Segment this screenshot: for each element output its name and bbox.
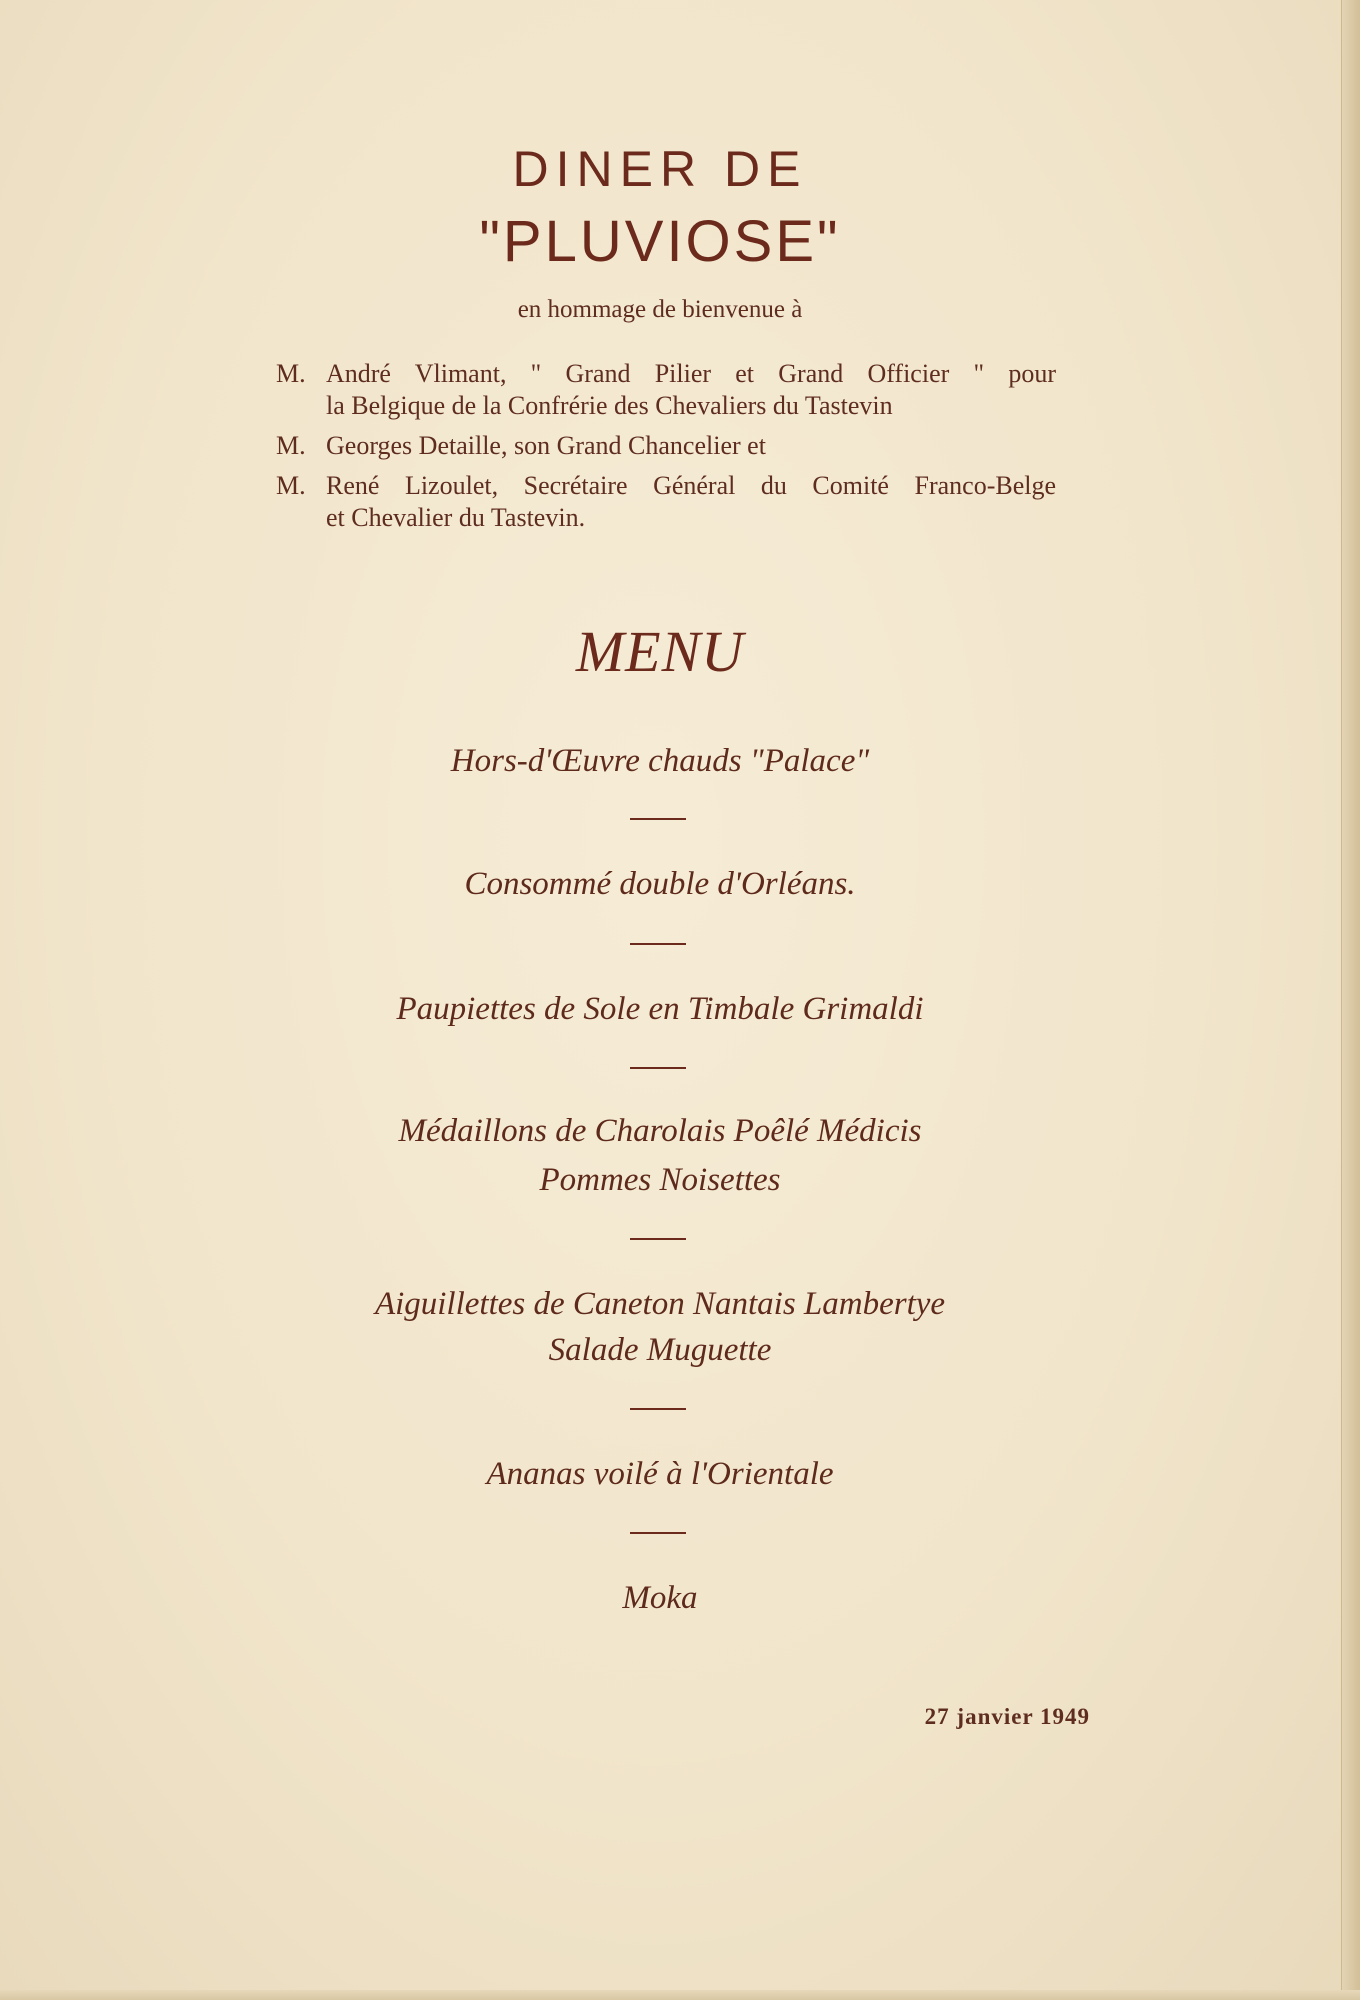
dinner-title-line-1: DINER DE: [512, 141, 808, 197]
honoree-prefix: M.: [276, 359, 306, 388]
course-separator: [630, 1408, 686, 1410]
course-line: Ananas voilé à l'Orientale: [486, 1456, 834, 1492]
course-line: Pommes Noisettes: [539, 1162, 781, 1198]
honoree-line: Georges Detaille, son Grand Chancelier et: [326, 431, 766, 460]
honoree-prefix: M.: [276, 431, 306, 460]
page-edge-right: [1341, 0, 1360, 2000]
honoree-entry: [276, 470, 1056, 534]
honoree-entry: [276, 430, 1056, 462]
course-line: Aiguillettes de Caneton Nantais Lambertye: [374, 1286, 946, 1322]
course-line: Médaillons de Charolais Poêlé Médicis: [398, 1113, 922, 1149]
course-separator: [630, 1532, 686, 1534]
course-separator: [630, 818, 686, 820]
course-separator: [630, 1067, 686, 1069]
course-line: Moka: [622, 1580, 698, 1616]
honoree-line: la Belgique de la Confrérie des Chevaliers du Tastevin: [326, 391, 893, 420]
dinner-title-line-2: "PLUVIOSE": [479, 209, 841, 274]
course-line: Salade Muguette: [548, 1332, 772, 1368]
course-separator: [630, 943, 686, 945]
course-line: Paupiettes de Sole en Timbale Grimaldi: [396, 991, 924, 1027]
menu-date: 27 janvier 1949: [924, 1704, 1090, 1729]
page-edge-bottom: [0, 1990, 1360, 2000]
honoree-line: René Lizoulet, Secrétaire Général du Comité Franco-Belge: [326, 471, 1056, 500]
honoree-line: et Chevalier du Tastevin.: [326, 503, 586, 532]
honoree-prefix: M.: [276, 471, 306, 500]
honoree-entry: [276, 358, 1056, 422]
course-separator: [630, 1238, 686, 1240]
homage-line: en hommage de bienvenue à: [517, 296, 803, 323]
menu-heading: MENU: [575, 619, 745, 684]
course-line: Consommé double d'Orléans.: [464, 866, 856, 902]
course-line: Hors-d'Œuvre chauds "Palace": [450, 743, 870, 779]
honoree-line: André Vlimant, " Grand Pilier et Grand Officier " pour: [326, 359, 1056, 388]
